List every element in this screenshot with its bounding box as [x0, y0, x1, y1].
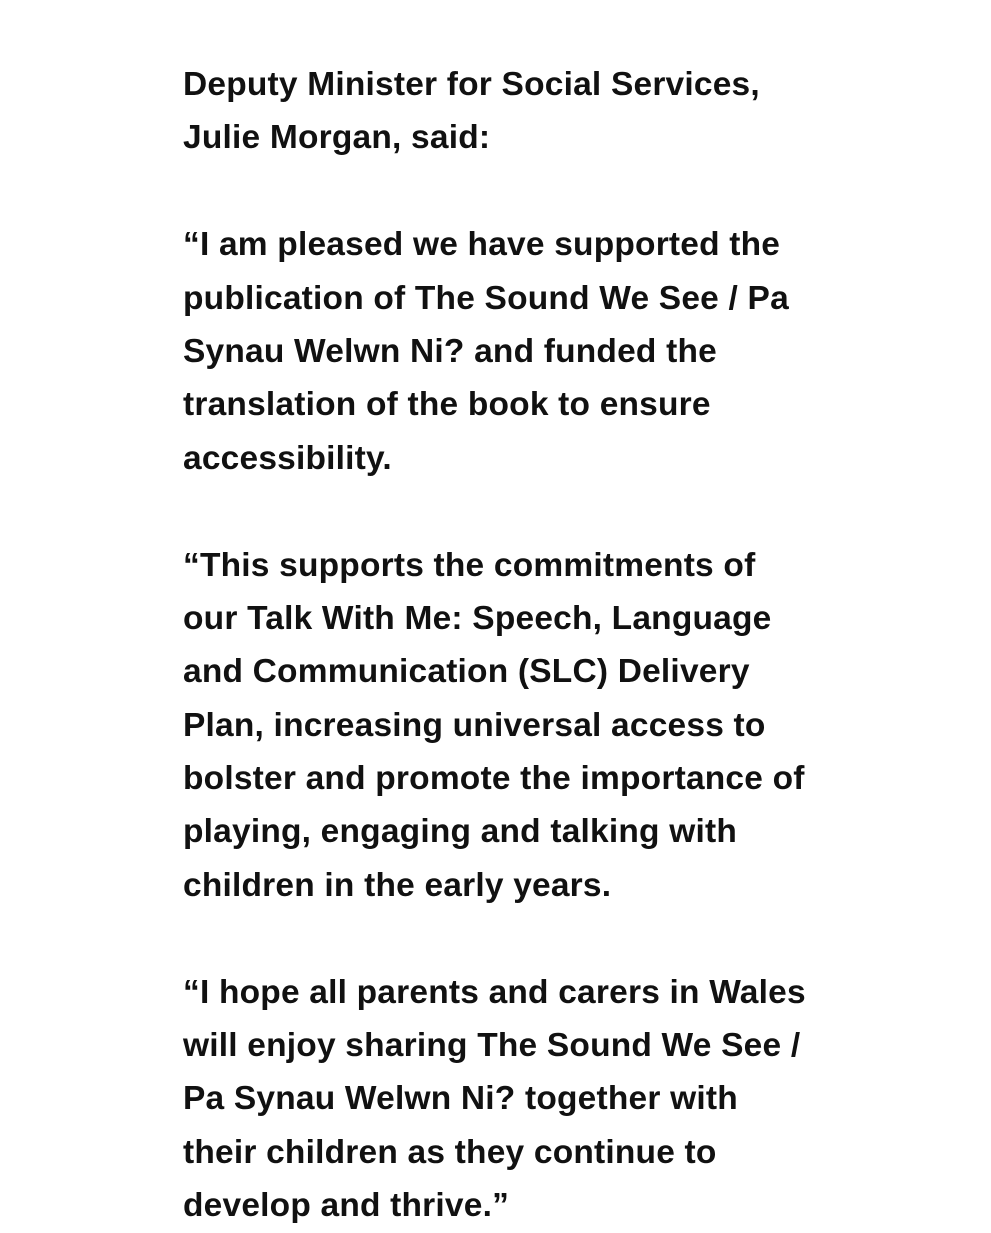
- paragraph-gap: [183, 165, 973, 218]
- paragraph-line: “I am pleased we have supported the: [183, 226, 781, 264]
- paragraph-line: Pa Synau Welwn Ni? together with: [183, 1080, 738, 1118]
- heading-line: Deputy Minister for Social Services,: [183, 66, 760, 103]
- paragraph-line: “This supports the commitments of: [183, 546, 756, 584]
- quote-paragraph-3: [183, 966, 973, 1233]
- paragraph-line: publication of The Sound We See / Pa: [183, 279, 789, 317]
- paragraph-line: Plan, increasing universal access to: [183, 706, 766, 744]
- quote-paragraph-2: [183, 539, 973, 913]
- paragraph-line: children in the early years.: [183, 866, 612, 904]
- paragraph-gap: [183, 912, 973, 965]
- paragraph-line: develop and thrive.”: [183, 1187, 510, 1225]
- paragraph-line: Synau Welwn Ni? and funded the: [183, 332, 717, 370]
- paragraph-line: our Talk With Me: Speech, Language: [183, 599, 772, 637]
- paragraph-line: accessibility.: [183, 439, 392, 477]
- paragraph-line: translation of the book to ensure: [183, 386, 711, 424]
- heading-line: Julie Morgan, said:: [183, 119, 491, 157]
- speaker-attribution: [183, 58, 973, 165]
- paragraph-line: their children as they continue to: [183, 1133, 717, 1171]
- statement-text: [183, 58, 973, 1233]
- paragraph-line: and Communication (SLC) Delivery: [183, 653, 750, 691]
- paragraph-gap: [183, 485, 973, 538]
- paragraph-line: playing, engaging and talking with: [183, 813, 737, 851]
- paragraph-line: bolster and promote the importance of: [183, 760, 805, 798]
- quote-paragraph-1: [183, 218, 973, 485]
- paragraph-line: will enjoy sharing The Sound We See /: [183, 1027, 801, 1065]
- paragraph-line: “I hope all parents and carers in Wales: [183, 973, 806, 1011]
